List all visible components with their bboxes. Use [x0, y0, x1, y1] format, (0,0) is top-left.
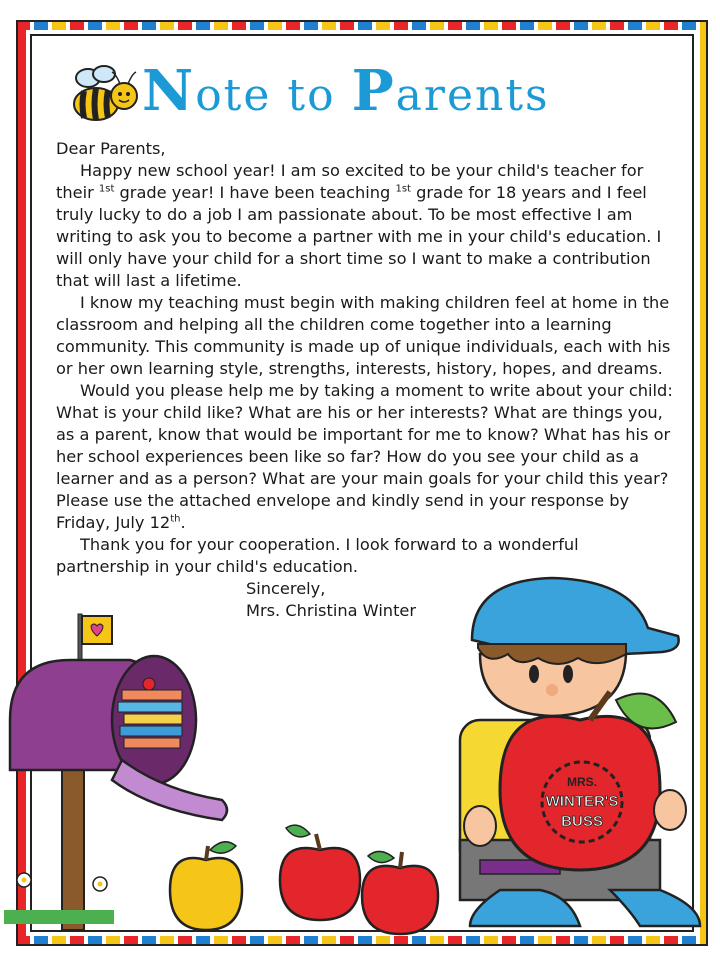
title-area — [62, 54, 550, 134]
page-title — [142, 58, 550, 124]
mailbox-post — [62, 760, 84, 930]
red-apple-icon — [280, 848, 360, 920]
title-initial-p: P — [351, 58, 396, 124]
paragraph-1-text-b: grade year! I have been teaching — [114, 183, 396, 202]
stamp-line-1: MRS. — [567, 775, 597, 789]
boy-illustration — [440, 570, 710, 940]
letter-body — [56, 138, 676, 622]
paragraph-3-text-a: Would you please help me by taking a moment to write about your child: What is your child like? What are his or her interests? What are things you, as a parent, know that would be important for me to know? What has his or her school experiences been like so far? How do you see your child as a learner and as a person? What are your main goals for your child this year? Please use the attached envelope and kindly send in your response by Friday, July 12 — [56, 381, 673, 532]
ladybug-icon — [143, 678, 155, 690]
red-apple-icon — [362, 866, 438, 934]
paragraph-2: I know my teaching must begin with making children feel at home in the classroom and helping all the children come together into a learning community. This community is made up of unique individuals, each with his or her own learning style, strengths, interests, history, hopes, and dreams. — [56, 293, 671, 378]
stamp-line-3: BUSS — [561, 813, 603, 830]
signature: Mrs. Christina Winter — [246, 601, 417, 620]
paragraph-4: Thank you for your cooperation. I look forward to a wonderful partnership in your child's education. — [56, 535, 579, 576]
superscript-th: th — [170, 513, 181, 525]
paragraph-3 — [56, 380, 676, 534]
title-word-note: ote — [195, 70, 272, 121]
title-word-parents: arents — [395, 70, 550, 121]
stamp-line-2: WINTER'S — [545, 793, 619, 810]
bee-icon — [62, 60, 142, 130]
paragraph-1 — [56, 160, 676, 292]
title-initial-n: N — [142, 58, 196, 124]
title-word-to: to — [271, 70, 352, 121]
apples-illustration — [160, 820, 450, 940]
superscript-st-1: 1st — [98, 183, 115, 195]
yellow-apple-icon — [170, 858, 242, 930]
paragraph-3-text-b: . — [180, 513, 186, 532]
paragraph-1-text-c: grade for 18 years and I feel truly lucky to do a job I am passionate about. To be most effective I am writing to ask you to become a partner with me in your child's education. I will only have your child for a short time so I want to make a contribution that will last a lifetime. — [56, 183, 662, 290]
salutation: Dear Parents, — [56, 139, 166, 158]
closing: Sincerely, — [246, 579, 326, 598]
paragraph-1-text-a: Happy new school year! I am so excited to be your child's teacher for their — [56, 161, 644, 202]
superscript-st-2: 1st — [395, 183, 411, 195]
